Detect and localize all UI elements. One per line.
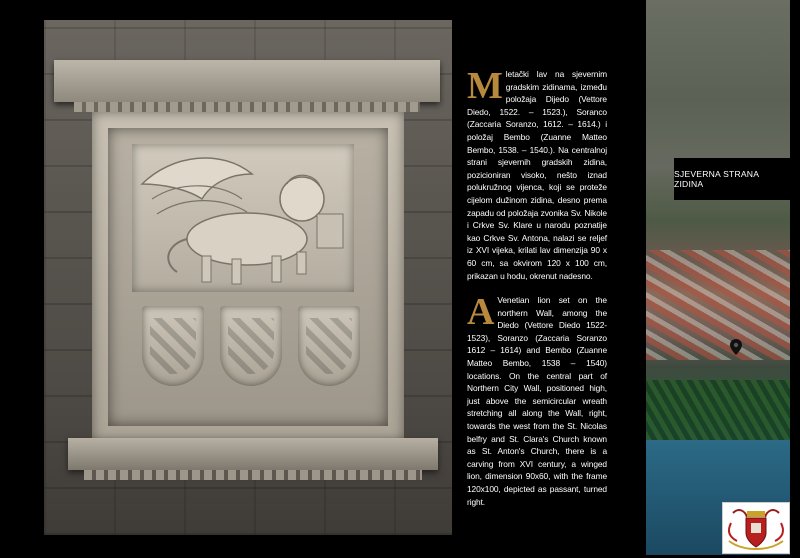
stone-cornice (54, 60, 440, 102)
location-pin-icon (730, 339, 742, 355)
city-coat-of-arms-emblem (722, 502, 790, 554)
photo-label-box (674, 158, 790, 200)
dropcap-english: A (467, 291, 495, 333)
relief-base-dentil (84, 470, 422, 480)
winged-lion-panel (132, 144, 354, 292)
photo-label: SJEVERNA STRANA ZIDINA (674, 169, 759, 189)
local-body-text: letački lav na sjevernim gradskim zidinama, između položaja Dijedo (Vettore Diedo, 1522. – 1523.), Soranco (Zaccaria Soranzo, 1612. – 1614.) i položaj Bembo (Zuanne Matteo Bembo, 1538. – 1540.). Na centralnoj strani sjevernih gradskih zidina, pozicioniran visoko, nešto iznad polukružnog vijenca, koji se proteže cijelom dužinom zidina, desno prema zapadu od položaja zvonika Sv. Nikole i Crkve Sv. Klare u narodu poznatije kao Crkve Sv. Antona, nalazi se reljef iz XVI vijeka, krilati lav dimenzija 90 x 60 cm, sa okvirom 120 x 100 cm, prikazan u hodu, okrenut nadesno. (467, 69, 607, 281)
coat-of-arms-shield-bembo (298, 306, 360, 386)
winged-lion-relief-photo (44, 20, 452, 535)
dropcap-local: M (467, 65, 503, 107)
aerial-city-photo (646, 0, 790, 555)
aerial-greenery (646, 380, 790, 440)
coat-of-arms-shield-diedo (142, 306, 204, 386)
coat-of-arms-shield-soranzo (220, 306, 282, 386)
coat-of-arms-icon (723, 503, 789, 553)
relief-base-ledge (68, 438, 438, 470)
right-page-edge (790, 0, 800, 555)
local-language-paragraph (467, 65, 607, 282)
english-paragraph (467, 291, 607, 508)
english-body-text: Venetian lion set on the northern Wall, among the Diedo (Vettore Diedo 1522-1523), Soranzo (Zaccaria Soranzo 1612 – 1614) and Bembo (Zuanne Matteo Bembo, 1538 – 1540) locations. On the central part of Northern City Wall, positioned high, just above the semicircular wreath stretching all along the Wall, right, towards the west from the St. Nicolas belfry and St. Clara's Church known as St. Anton's Church, there is a carving from XVI century, a winged lion, dimension 90x60, with the frame 120x100, depicted as passant, turned right. (467, 295, 607, 507)
cornice-dentil (74, 102, 420, 112)
winged-lion-icon (132, 144, 354, 292)
aerial-roofs (646, 250, 790, 360)
